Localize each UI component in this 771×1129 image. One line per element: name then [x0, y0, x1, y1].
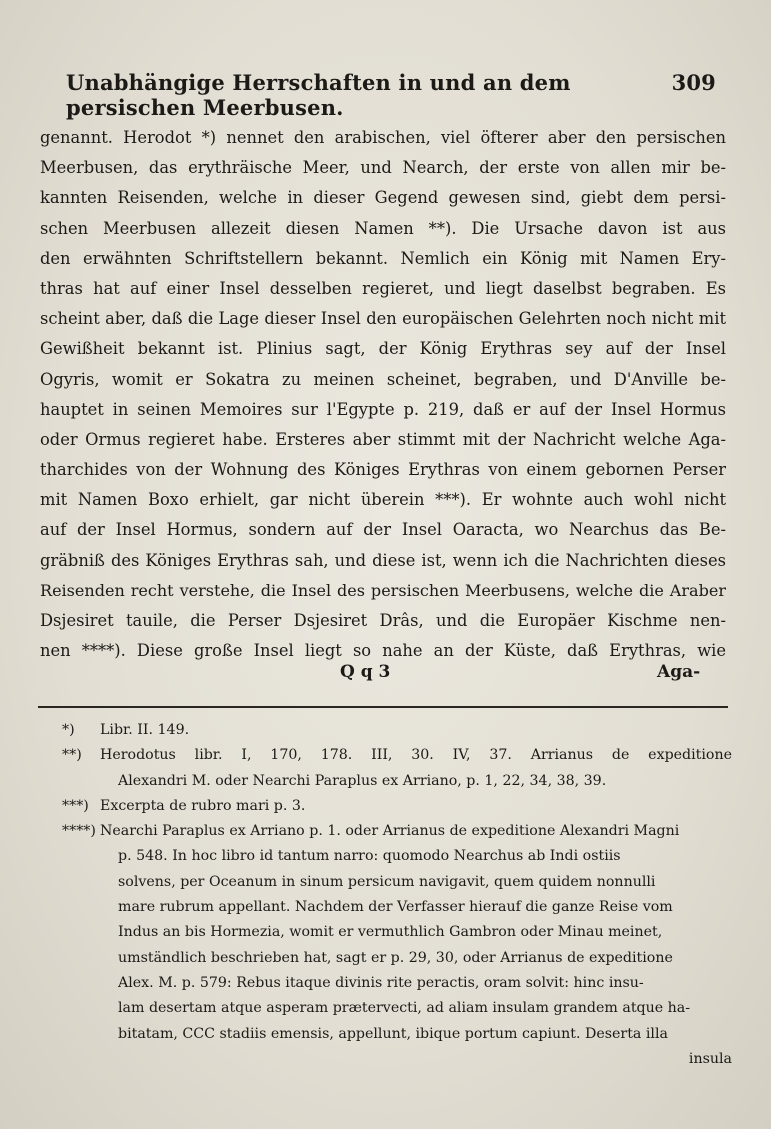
- footnote-marker: *): [62, 722, 75, 738]
- body-line: oder Ormus regieret habe. Ersteres aber stimmt mit der Nachricht welche Aga-: [40, 429, 726, 449]
- catchword: Aga-: [657, 662, 701, 682]
- body-line: hauptet in seinen Memoires sur l'Egypte p. 219, daß er auf der Insel Hormus: [40, 399, 726, 419]
- running-title: Unabhängige Herrschaften in und an dem persischen Meerbusen.: [66, 70, 571, 120]
- body-line: genannt. Herodot *) nennet den arabischen, viel öfterer aber den persischen: [40, 128, 726, 147]
- footnote-divider: [38, 706, 728, 708]
- body-line: thras hat auf einer Insel desselben regieret, und liegt daselbst begraben. Es: [40, 278, 726, 298]
- body-line: auf der Insel Hormus, sondern auf der Insel Oaracta, wo Nearchus das Be-: [40, 520, 726, 540]
- page-foot: [0, 662, 771, 686]
- footnote-line: [62, 718, 732, 743]
- footnote-line: Indus an bis Hormezia, womit er vermuthlich Gambron oder Minau meinet,: [118, 924, 663, 941]
- body-line: kannten Reisenden, welche in dieser Gegend gewesen sind, giebt dem persi-: [40, 188, 726, 208]
- body-line: Gewißheit bekannt ist. Plinius sagt, der König Erythras sey auf der Insel: [40, 339, 726, 359]
- body-line: nen ****). Diese große Insel liegt so nahe an der Küste, daß Erythras, wie: [40, 641, 726, 661]
- body-line: Reisenden recht verstehe, die Insel des persischen Meerbusens, welche die Araber: [40, 580, 726, 600]
- footnote-line: lam desertam atque asperam prætervecti, ad aliam insulam grandem atque ha-: [118, 1000, 691, 1017]
- footnote-line: [62, 743, 732, 768]
- footnote-text: Excerpta de rubro mari p. 3.: [100, 797, 306, 814]
- footnote-line: umständlich beschrieben hat, sagt er p. 29, 30, oder Arrianus de expeditione: [118, 949, 673, 966]
- body-line: Ogyris, womit er Sokatra zu meinen scheinet, begraben, und D'Anville be-: [40, 369, 726, 389]
- footnote-line: [62, 819, 732, 844]
- footnote-line: [62, 794, 732, 819]
- footnote-line: p. 548. In hoc libro id tantum narro: quomodo Nearchus ab Indi ostiis: [118, 848, 621, 865]
- signature-mark: Q q 3: [340, 662, 391, 682]
- page-number: 309: [671, 70, 716, 95]
- body-line: mit Namen Boxo erhielt, gar nicht überein ***). Er wohnte auch wohl nicht: [40, 490, 726, 510]
- footnote-text: Libr. II. 149.: [100, 722, 190, 738]
- body-line: gräbniß des Königes Erythras sah, und diese ist, wenn ich die Nachrichten dieses: [40, 550, 726, 570]
- footnote-line: insula: [688, 1050, 732, 1067]
- body-line: den erwähnten Schriftstellern bekannt. Nemlich ein König mit Namen Ery-: [40, 248, 726, 268]
- footnote-marker: ***): [62, 797, 89, 814]
- footnote-marker: ****): [62, 823, 96, 840]
- body-line: tharchides von der Wohnung des Königes Erythras von einem gebornen Perser: [40, 460, 726, 480]
- body-line: scheint aber, daß die Lage dieser Insel den europäischen Gelehrten noch nicht mit: [40, 309, 726, 329]
- body-line: schen Meerbusen allezeit diesen Namen **). Die Ursache davon ist aus: [40, 218, 726, 238]
- footnote-line: Alex. M. p. 579: Rebus itaque divinis rite peractis, oram solvit: hinc insu-: [118, 974, 644, 991]
- footnote-marker: **): [62, 747, 82, 764]
- body-line: Dsjesiret tauile, die Perser Dsjesiret Drâs, und die Europäer Kischme nen-: [40, 611, 726, 630]
- footnote-text: Nearchi Paraplus ex Arriano p. 1. oder Arrianus de expeditione Alexandri Magni: [100, 823, 680, 840]
- page-header: [66, 70, 716, 120]
- footnotes: [62, 718, 732, 1072]
- footnote-line: Alexandri M. oder Nearchi Paraplus ex Arriano, p. 1, 22, 34, 38, 39.: [118, 772, 607, 789]
- body-text: [40, 123, 726, 666]
- body-line: Meerbusen, das erythräische Meer, und Nearch, der erste von allen mir be-: [40, 158, 726, 178]
- footnote-line: solvens, per Oceanum in sinum persicum navigavit, quem quidem nonnulli: [118, 873, 656, 890]
- footnote-text: Herodotus libr. I, 170, 178. III, 30. IV, 37. Arrianus de expeditione: [100, 747, 732, 764]
- footnote-line: mare rubrum appellant. Nachdem der Verfasser hierauf die ganze Reise vom: [118, 899, 673, 916]
- footnote-line: bitatam, CCC stadiis emensis, appellunt, ibique portum capiunt. Deserta illa: [118, 1025, 668, 1042]
